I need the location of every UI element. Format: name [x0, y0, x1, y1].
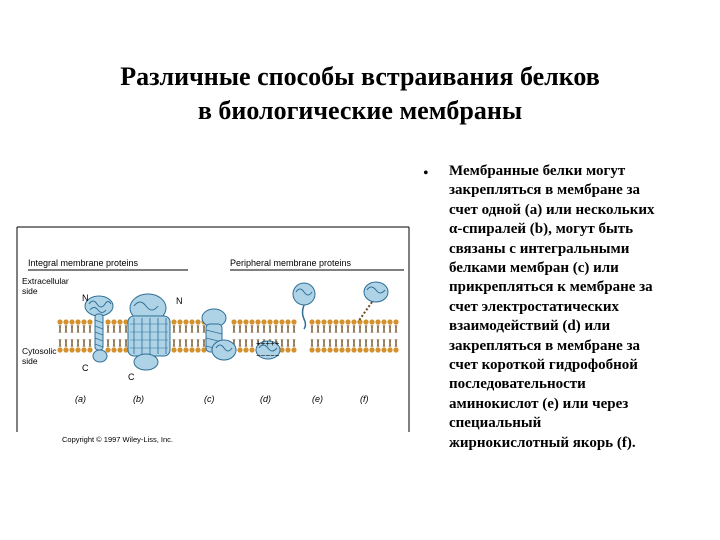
- lipid-head: [333, 319, 338, 324]
- body-line: прикрепляться к мембране за: [449, 279, 653, 296]
- lipid-tail: [359, 325, 361, 333]
- positive-charges: +++++: [256, 339, 280, 348]
- lipid-head: [381, 347, 386, 352]
- lipid-tail: [389, 325, 391, 333]
- lipid-head: [249, 347, 254, 352]
- lipid-tail: [191, 339, 193, 347]
- lipid-tail: [65, 325, 67, 333]
- lipid-head: [387, 319, 392, 324]
- body-line: закрепляться в мембране за: [449, 337, 641, 354]
- lipid-tail: [287, 339, 289, 347]
- copyright-text: Copyright © 1997 Wiley-Liss, Inc.: [62, 435, 173, 444]
- lipid-tail: [395, 325, 397, 333]
- lipid-head: [381, 319, 386, 324]
- lipid-tail: [185, 325, 187, 333]
- lipid-tail: [275, 325, 277, 333]
- lipid-head: [285, 319, 290, 324]
- negative-charges: −−−−−: [256, 351, 280, 360]
- lipid-tail: [71, 325, 73, 333]
- body-line: взаимодействий (d) или: [449, 318, 611, 335]
- lipid-tail: [365, 339, 367, 347]
- cytosolic-label: Cytosolic: [22, 346, 57, 356]
- lipid-tail: [353, 325, 355, 333]
- lipid-head: [243, 347, 248, 352]
- lipid-tail: [251, 325, 253, 333]
- body-line: α-спиралей (b), могут быть: [449, 221, 634, 238]
- lipid-tail: [287, 325, 289, 333]
- panel-label-a: (a): [75, 394, 86, 404]
- lipid-tail: [293, 339, 295, 347]
- slide-title: [0, 60, 720, 128]
- lipid-head: [261, 319, 266, 324]
- lipid-head: [57, 319, 62, 324]
- lipid-tail: [125, 325, 127, 333]
- lipid-head: [255, 319, 260, 324]
- lipid-tail: [233, 325, 235, 333]
- lipid-head: [111, 347, 116, 352]
- lipid-tail: [353, 339, 355, 347]
- c-terminus-label-b: C: [128, 372, 135, 382]
- panel-label-b: (b): [133, 394, 144, 404]
- lipid-tail: [281, 339, 283, 347]
- lipid-head: [69, 347, 74, 352]
- body-line: специальный: [449, 415, 542, 432]
- lipid-head: [315, 319, 320, 324]
- lipid-tail: [197, 339, 199, 347]
- lipid-tail: [107, 325, 109, 333]
- lipid-tail: [317, 339, 319, 347]
- title-line-2: в биологические мембраны: [197, 96, 523, 125]
- lipid-tail: [77, 339, 79, 347]
- lipid-tail: [89, 339, 91, 347]
- panel-label-e: (e): [312, 394, 323, 404]
- body-line: счет короткой гидрофобной: [449, 357, 638, 374]
- lipid-tail: [245, 339, 247, 347]
- lipid-tail: [293, 325, 295, 333]
- lipid-tail: [179, 325, 181, 333]
- lipid-head: [315, 347, 320, 352]
- lipid-tail: [347, 325, 349, 333]
- lipid-tail: [203, 325, 205, 333]
- lipid-head: [375, 319, 380, 324]
- body-line: закрепляться в мембране за: [449, 182, 641, 199]
- lipid-tail: [185, 339, 187, 347]
- lipid-tail: [125, 339, 127, 347]
- lipid-head: [231, 319, 236, 324]
- lipid-tail: [317, 325, 319, 333]
- lipid-tail: [323, 325, 325, 333]
- extracellular-label: Extracellular: [22, 276, 69, 286]
- lipid-head: [81, 319, 86, 324]
- lipid-head: [291, 347, 296, 352]
- lipid-head: [177, 347, 182, 352]
- n-terminus-label: N: [82, 293, 89, 303]
- lipid-head: [285, 347, 290, 352]
- lipid-head: [387, 347, 392, 352]
- lipid-tail: [191, 325, 193, 333]
- lipid-head: [87, 319, 92, 324]
- body-line: белками мембран (c) или: [449, 260, 619, 277]
- lipid-head: [375, 347, 380, 352]
- lipid-tail: [197, 325, 199, 333]
- lipid-tail: [371, 325, 373, 333]
- lipid-tail: [59, 325, 61, 333]
- lipid-tail: [377, 339, 379, 347]
- lipid-tail: [257, 325, 259, 333]
- lipid-head: [249, 319, 254, 324]
- lipid-tail: [239, 325, 241, 333]
- lipid-tail: [83, 339, 85, 347]
- lipid-head: [369, 347, 374, 352]
- n-terminus-label-b: N: [176, 296, 183, 306]
- lipid-tail: [389, 339, 391, 347]
- lipid-tail: [113, 339, 115, 347]
- lipid-head: [57, 347, 62, 352]
- lipid-tail: [251, 339, 253, 347]
- lipid-head: [195, 319, 200, 324]
- lipid-head: [351, 347, 356, 352]
- extracellular-label-side: side: [22, 286, 38, 296]
- lipid-tail: [281, 325, 283, 333]
- lipid-tail: [83, 325, 85, 333]
- body-line: Мембранные белки могут: [449, 163, 626, 179]
- lipid-head: [321, 319, 326, 324]
- lipid-head: [81, 347, 86, 352]
- lipid-head: [237, 319, 242, 324]
- lipid-head: [117, 319, 122, 324]
- lipid-tail: [119, 339, 121, 347]
- lipid-head: [351, 319, 356, 324]
- lipid-head: [195, 347, 200, 352]
- protein-b: [128, 294, 170, 370]
- bullet-icon: •: [423, 165, 429, 182]
- lipid-head: [177, 319, 182, 324]
- body-line: счет одной (a) или нескольких: [449, 201, 655, 218]
- lipid-head: [171, 347, 176, 352]
- lipid-head: [327, 347, 332, 352]
- lipid-tail: [365, 325, 367, 333]
- lipid-tail: [329, 325, 331, 333]
- lipid-tail: [239, 339, 241, 347]
- membrane-figure: [16, 226, 411, 453]
- lipid-head: [363, 347, 368, 352]
- lipid-tail: [311, 339, 313, 347]
- lipid-head: [291, 319, 296, 324]
- lipid-head: [393, 347, 398, 352]
- lipid-head: [357, 347, 362, 352]
- lipid-head: [237, 347, 242, 352]
- protein-f: [358, 282, 388, 322]
- lipid-head: [273, 319, 278, 324]
- peripheral-label: Peripheral membrane proteins: [230, 258, 352, 268]
- body-line: аминокислот (e) или через: [449, 395, 629, 412]
- lipid-tail: [269, 325, 271, 333]
- lipid-tail: [323, 339, 325, 347]
- lipid-tail: [329, 339, 331, 347]
- lipid-tail: [71, 339, 73, 347]
- membrane-diagram: [16, 226, 411, 448]
- lipid-head: [333, 347, 338, 352]
- panel-label-f: (f): [360, 394, 369, 404]
- lipid-tail: [371, 339, 373, 347]
- lipid-tail: [89, 325, 91, 333]
- lipid-head: [105, 319, 110, 324]
- lipid-head: [309, 347, 314, 352]
- title-line-1: Различные способы встраивания белков: [120, 62, 600, 91]
- lipid-head: [105, 347, 110, 352]
- lipid-head: [309, 319, 314, 324]
- lipid-head: [369, 319, 374, 324]
- body-line: связаны с интегральными: [449, 240, 630, 257]
- lipid-tail: [77, 325, 79, 333]
- lipid-head: [243, 319, 248, 324]
- lipid-head: [183, 319, 188, 324]
- lipid-head: [321, 347, 326, 352]
- lipid-head: [69, 319, 74, 324]
- panel-label-c: (c): [204, 394, 215, 404]
- lipid-tail: [173, 339, 175, 347]
- lipid-tail: [173, 325, 175, 333]
- lipid-tail: [395, 339, 397, 347]
- lipid-tail: [383, 339, 385, 347]
- lipid-head: [363, 319, 368, 324]
- protein-c: [202, 309, 236, 360]
- body-line: счет электростатических: [449, 298, 619, 315]
- lipid-head: [171, 319, 176, 324]
- lipid-tail: [347, 339, 349, 347]
- lipid-head: [345, 319, 350, 324]
- lipid-head: [63, 319, 68, 324]
- lipid-head: [183, 347, 188, 352]
- lipid-head: [75, 319, 80, 324]
- cytosolic-label-side: side: [22, 356, 38, 366]
- lipid-tail: [341, 339, 343, 347]
- lipid-tail: [245, 325, 247, 333]
- lipid-head: [87, 347, 92, 352]
- lipid-tail: [107, 339, 109, 347]
- body-line: последовательности: [449, 376, 586, 393]
- lipid-head: [339, 319, 344, 324]
- lipid-head: [327, 319, 332, 324]
- lipid-tail: [65, 339, 67, 347]
- body-line: жирнокислотный якорь (f).: [449, 434, 636, 451]
- lipid-tail: [311, 325, 313, 333]
- lipid-head: [393, 319, 398, 324]
- lipid-tail: [377, 325, 379, 333]
- lipid-head: [117, 347, 122, 352]
- lipid-tail: [335, 339, 337, 347]
- lipid-head: [279, 319, 284, 324]
- lipid-tail: [359, 339, 361, 347]
- lipid-head: [189, 347, 194, 352]
- lipid-head: [63, 347, 68, 352]
- lipid-tail: [263, 325, 265, 333]
- lipid-tail: [383, 325, 385, 333]
- lipid-head: [75, 347, 80, 352]
- lipid-tail: [113, 325, 115, 333]
- lipid-tail: [203, 339, 205, 347]
- lipid-head: [189, 319, 194, 324]
- lipid-head: [111, 319, 116, 324]
- c-terminus-label: C: [82, 363, 89, 373]
- lipid-head: [339, 347, 344, 352]
- lipid-tail: [119, 325, 121, 333]
- lipid-tail: [59, 339, 61, 347]
- bullet-text: [449, 162, 711, 453]
- lipid-tail: [335, 325, 337, 333]
- integral-label: Integral membrane proteins: [28, 258, 139, 268]
- panel-label-d: (d): [260, 394, 271, 404]
- lipid-tail: [341, 325, 343, 333]
- lipid-head: [345, 347, 350, 352]
- lipid-head: [267, 319, 272, 324]
- lipid-tail: [179, 339, 181, 347]
